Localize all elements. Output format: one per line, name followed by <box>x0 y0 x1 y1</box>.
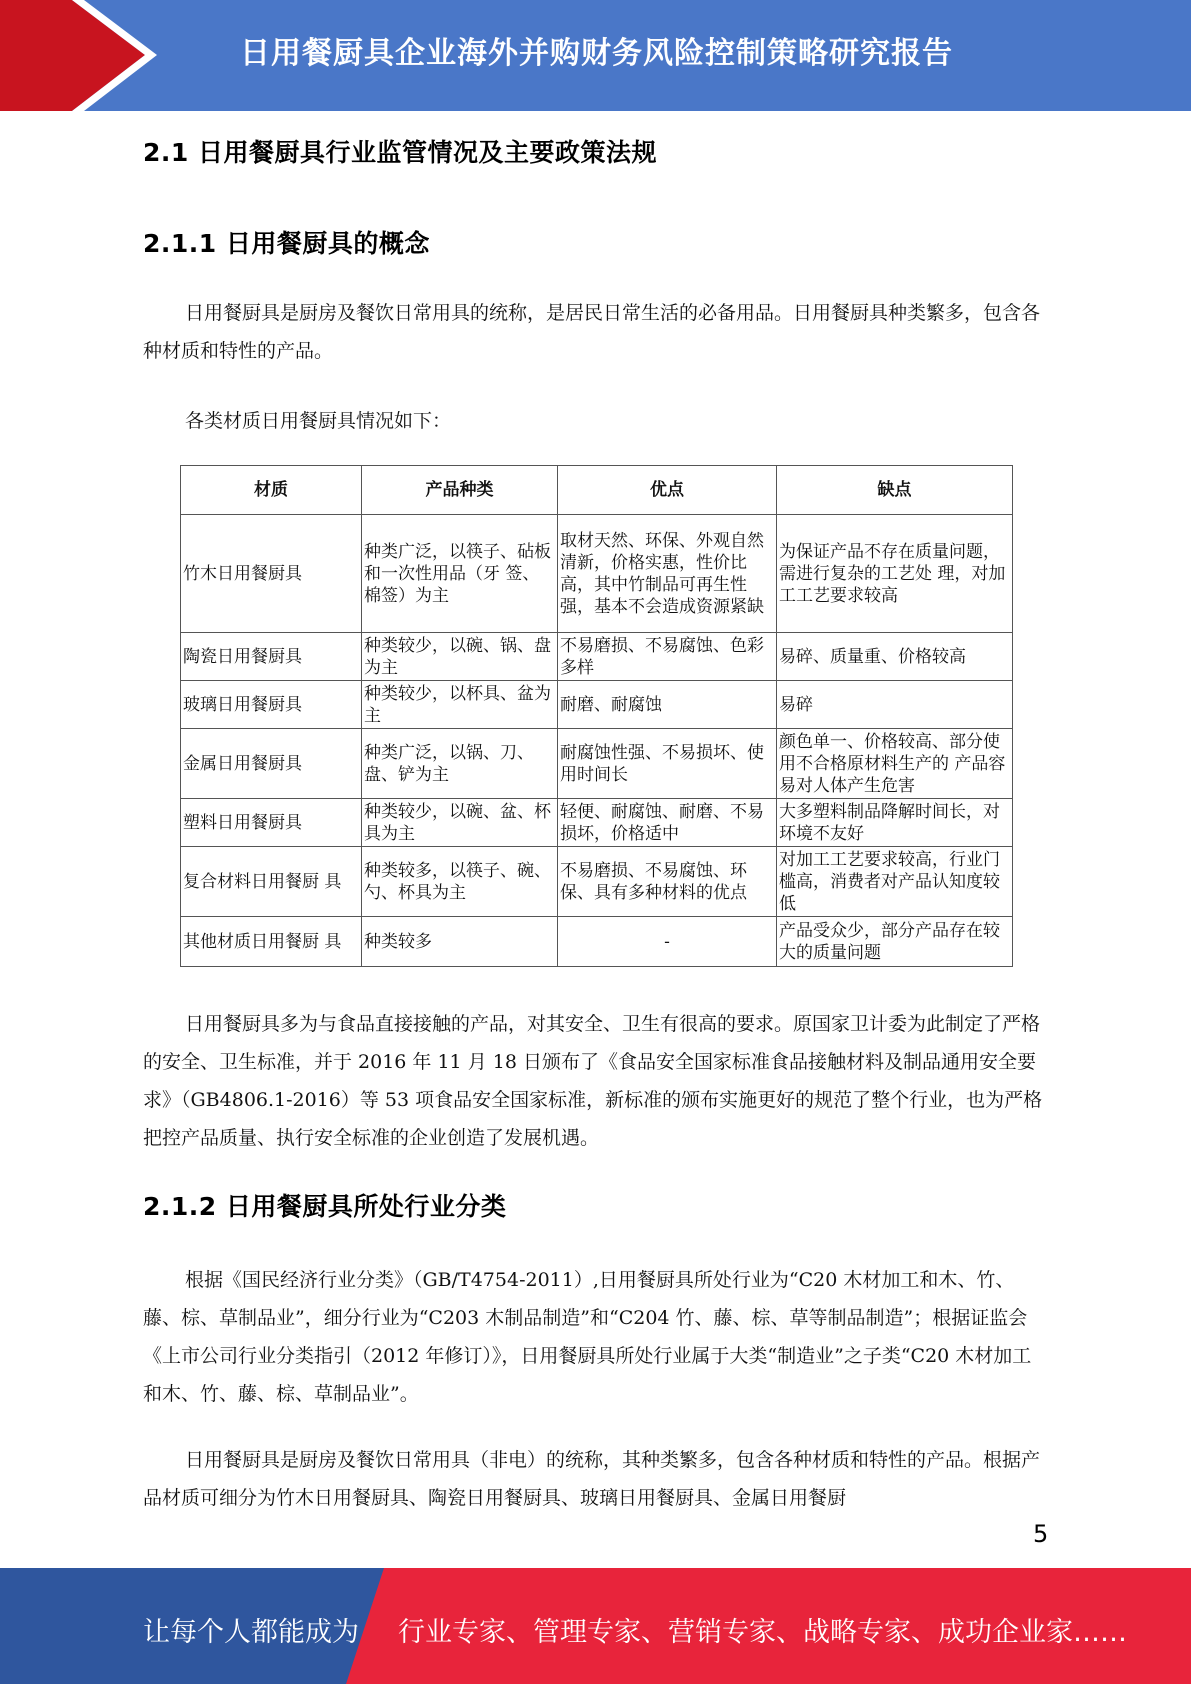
page-footer <box>0 1568 1191 1684</box>
table-row <box>181 729 1013 799</box>
table-cell-advantages: 耐磨、耐腐蚀 <box>558 681 777 729</box>
table-cell-disadvantages: 颜色单一、价格较高、部分使用不合格原材料生产的 产品容易对人体产生危害 <box>777 729 1013 799</box>
table-cell-types: 种类较少，以碗、锅、盘为主 <box>362 633 558 681</box>
table-row <box>181 681 1013 729</box>
table-row <box>181 799 1013 847</box>
materials-table <box>180 465 1013 967</box>
section-heading-2-1-1: 2.1.1 日用餐厨具的概念 <box>143 229 430 258</box>
paragraph-safety-standards: 日用餐厨具多为与食品直接接触的产品，对其安全、卫生有很高的要求。原国家卫计委为此制定了严格的安全、卫生标准，并于 2016 年 11 月 18 日颁布了《食品安全国家标准食品接触材料及制品通用安全要求》（GB4806.1-2016）等 53 项食品安全国家标准，新标准的颁布实施更好的规范了整个行业，也为严格把控产品质量、执行安全标准的企业创造了发展机遇。 <box>143 1013 1043 1149</box>
table-cell-advantages: 耐腐蚀性强、不易损坏、使用时间长 <box>558 729 777 799</box>
table-cell-types: 种类广泛，以锅、刀、盘、铲为主 <box>362 729 558 799</box>
table-cell-disadvantages: 大多塑料制品降解时间长，对环境不友好 <box>777 799 1013 847</box>
table-header-cell: 缺点 <box>777 466 1013 515</box>
table-cell-advantages: - <box>558 917 777 967</box>
table-cell-types: 种类广泛，以筷子、砧板和一次性用品（牙 签、棉签）为主 <box>362 515 558 633</box>
table-header-cell: 产品种类 <box>362 466 558 515</box>
table-cell-disadvantages: 易碎 <box>777 681 1013 729</box>
paragraph-concept: 日用餐厨具是厨房及餐饮日常用具的统称，是居民日常生活的必备用品。日用餐厨具种类繁多，包含各种材质和特性的产品。 <box>143 302 1041 362</box>
table-row <box>181 633 1013 681</box>
table-cell-disadvantages: 为保证产品不存在质量问题，需进行复杂的工艺处 理，对加工工艺要求较高 <box>777 515 1013 633</box>
footer-slogan-left: 让每个人都能成为 <box>143 1617 359 1648</box>
table-row <box>181 917 1013 967</box>
table-cell-types: 种类较多，以筷子、碗、勺、杯具为主 <box>362 847 558 917</box>
table-cell-advantages: 不易磨损、不易腐蚀、环保、具有多种材料的优点 <box>558 847 777 917</box>
table-cell-advantages: 轻便、耐腐蚀、耐磨、不易损坏，价格适中 <box>558 799 777 847</box>
section-heading-2-1-2: 2.1.2 日用餐厨具所处行业分类 <box>143 1192 507 1221</box>
table-row <box>181 847 1013 917</box>
footer-slogan-right: 行业专家、管理专家、营销专家、战略专家、成功企业家…… <box>398 1617 1127 1648</box>
table-cell-material: 其他材质日用餐厨 具 <box>181 917 362 967</box>
table-cell-material: 塑料日用餐厨具 <box>181 799 362 847</box>
table-header-cell: 材质 <box>181 466 362 515</box>
table-header-row <box>181 466 1013 515</box>
section-heading-2-1: 2.1 日用餐厨具行业监管情况及主要政策法规 <box>143 138 657 167</box>
table-cell-material: 玻璃日用餐厨具 <box>181 681 362 729</box>
table-cell-material: 竹木日用餐厨具 <box>181 515 362 633</box>
table-cell-material: 金属日用餐厨具 <box>181 729 362 799</box>
table-cell-types: 种类较少，以杯具、盆为主 <box>362 681 558 729</box>
table-header-cell: 优点 <box>558 466 777 515</box>
table-cell-disadvantages: 对加工工艺要求较高，行业门槛高，消费者对产品认知度较低 <box>777 847 1013 917</box>
paragraph-industry-classification: 根据《国民经济行业分类》（GB/T4754-2011）,日用餐厨具所处行业为“C20 木材加工和木、竹、藤、棕、草制品业”，细分行业为“C203 木制品制造”和“C204 竹、藤、棕、草等制品制造”；根据证监会《上市公司行业分类指引（2012 年修订）》，日用餐厨具所处行业属于大类“制造业”之子类“C20 木材加工和木、竹、藤、棕、草制品业”。 <box>143 1269 1032 1405</box>
table-cell-disadvantages: 产品受众少，部分产品存在较大的质量问题 <box>777 917 1013 967</box>
table-cell-material: 陶瓷日用餐厨具 <box>181 633 362 681</box>
paragraph-table-intro: 各类材质日用餐厨具情况如下： <box>185 410 452 432</box>
table-row <box>181 515 1013 633</box>
table-cell-advantages: 不易磨损、不易腐蚀、色彩多样 <box>558 633 777 681</box>
table-cell-disadvantages: 易碎、质量重、价格较高 <box>777 633 1013 681</box>
page-number: 5 <box>1033 1520 1049 1548</box>
header-red-chevron-decoration <box>0 0 160 111</box>
paragraph-product-categories: 日用餐厨具是厨房及餐饮日常用具（非电）的统称，其种类繁多，包含各种材质和特性的产品。根据产品材质可细分为竹木日用餐厨具、陶瓷日用餐厨具、玻璃日用餐厨具、金属日用餐厨 <box>143 1449 1041 1509</box>
page-header <box>0 0 1191 111</box>
table-cell-advantages: 取材天然、环保、外观自然清新，价格实惠，性价比高，其中竹制品可再生性强，基本不会造成资源紧缺 <box>558 515 777 633</box>
document-title: 日用餐厨具企业海外并购财务风险控制策略研究报告 <box>240 36 953 71</box>
table-cell-types: 种类较多 <box>362 917 558 967</box>
table-cell-material: 复合材料日用餐厨 具 <box>181 847 362 917</box>
table-cell-types: 种类较少，以碗、盆、杯具为主 <box>362 799 558 847</box>
